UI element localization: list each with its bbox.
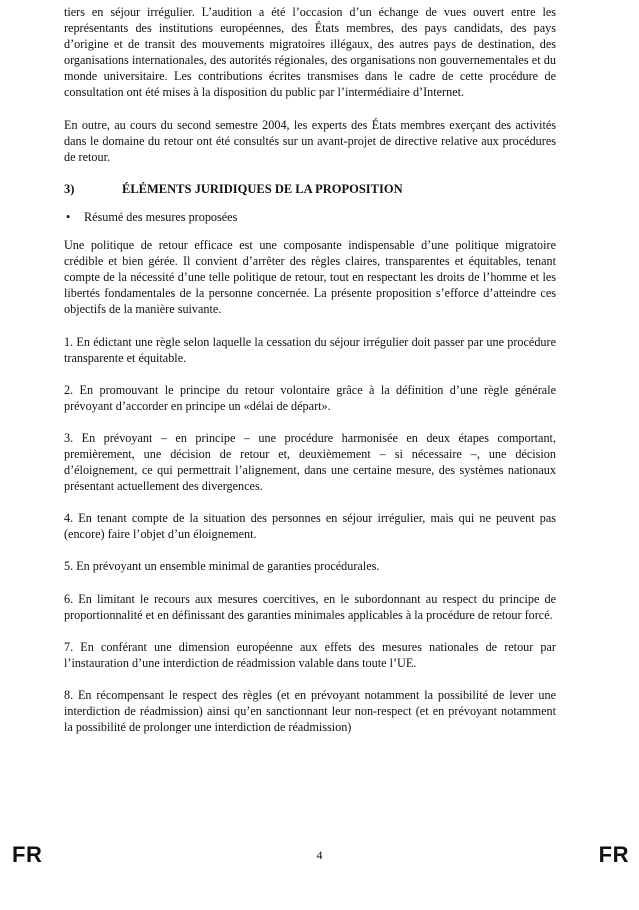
section-number: 3) xyxy=(64,181,75,196)
numbered-item-1: 1. En édictant une règle selon laquelle la cessation du séjour irrégulier doit passer par une procédure transparente et équitable. xyxy=(64,334,556,365)
intro-paragraph-2: En outre, au cours du second semestre 2004, les experts des États membres exerçant des activités dans le domaine du retour ont été consultés sur un avant-projet de directive relative aux procédures de retour. xyxy=(64,117,556,164)
numbered-item-8: 8. En récompensant le respect des règles (et en prévoyant notamment la possibilité de lever une interdiction de réadmission) ainsi qu’en sanctionnant leur non-respect (et en prévoyant notamment la possibilité de prolonger une interdiction de réadmission) xyxy=(64,687,556,735)
footer-language-right: FR xyxy=(598,842,629,867)
numbered-item-6: 6. En limitant le recours aux mesures coercitives, en le subordonnant au respect du principe de proportionnalité et en définissant des garanties minimales applicables à la procédure de retour forcé. xyxy=(64,591,556,622)
numbered-item-7: 7. En conférant une dimension européenne aux effets des mesures nationales de retour par l’instauration d’une interdiction de réadmission valable dans toute l’UE. xyxy=(64,639,556,670)
section-title: ÉLÉMENTS JURIDIQUES DE LA PROPOSITION xyxy=(122,181,403,196)
footer-language-left: FR xyxy=(12,842,43,867)
numbered-item-5: 5. En prévoyant un ensemble minimal de garanties procédurales. xyxy=(64,559,380,574)
bullet-text: Résumé des mesures proposées xyxy=(84,209,238,224)
numbered-item-2: 2. En promouvant le principe du retour volontaire grâce à la définition d’une règle générale prévoyant d’accorder en principe un «délai de départ». xyxy=(64,382,556,413)
intro-paragraph-1: tiers en séjour irrégulier. L’audition a été l’occasion d’un échange de vues ouvert entre les représentants des institutions européennes, des États membres, des pays candidats, des pays d’origine et de transit des mouvements migratoires illégaux, des autres pays de destination, des organisations internationales, des autorités régionales, des organisations non gouvernementales et du monde universitaire. Les contributions écrites transmises dans le cadre de cette procédure de consultation ont été mises à la disposition du public par l’intermédiaire d’Internet. xyxy=(64,5,556,100)
page-number: 4 xyxy=(316,848,323,862)
numbered-item-4: 4. En tenant compte de la situation des personnes en séjour irrégulier, mais qui ne peuvent pas (encore) faire l’objet d’un éloignement. xyxy=(64,511,556,542)
document-body xyxy=(64,4,556,751)
section-heading xyxy=(64,181,556,197)
numbered-item-3: 3. En prévoyant – en principe – une procédure harmonisée en deux étapes comportant, premièrement, une décision de retour et, deuxièmement – si nécessaire –, une décision d’éloignement, ce qui permettrait l’alignement, dans une certaine mesure, des systèmes nationaux présentant actuellement des divergences. xyxy=(64,430,556,494)
bullet-item xyxy=(64,209,556,225)
bullet-icon: • xyxy=(66,209,71,224)
summary-paragraph: Une politique de retour efficace est une composante indispensable d’une politique migratoire crédible et bien gérée. Il convient d’arrêter des règles claires, transparentes et équitables, tenant compte de la nécessité d’une telle politique de retour, tout en respectant les droits de l’homme et les libertés fondamentales de la personne concernée. La présente proposition s’efforce d’atteindre ces objectifs de la manière suivante. xyxy=(64,238,556,317)
